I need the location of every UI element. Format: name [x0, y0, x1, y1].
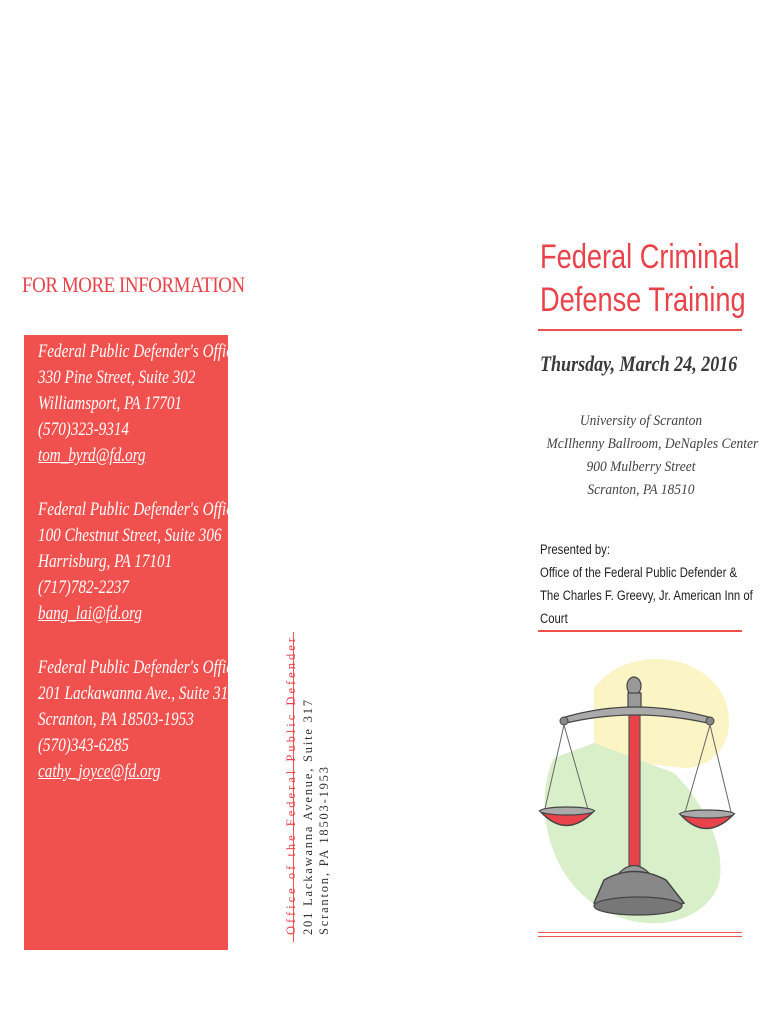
venue-line: University of Scranton	[579, 413, 703, 429]
presented-by-block	[540, 538, 753, 630]
contact-williamsport	[38, 339, 240, 469]
street-address: 201 Lackawanna Ave., Suite 317	[38, 684, 236, 704]
more-info-heading: FOR MORE INFORMATION	[22, 272, 245, 297]
contact-panel	[24, 335, 240, 950]
street-address: 100 Chestnut Street, Suite 306	[38, 526, 222, 546]
return-org-name: Office of the Federal Public Defender	[284, 635, 298, 935]
title-line-1: Federal Criminal	[540, 238, 740, 276]
phone-number: (717)782-2237	[38, 578, 130, 598]
phone-number: (570)343-6285	[38, 736, 130, 756]
title-line-2: Defense Training	[540, 281, 746, 319]
email-link[interactable]: bang_lai@fd.org	[38, 604, 142, 624]
title-divider	[538, 329, 742, 331]
presented-divider	[538, 630, 742, 632]
city-state-zip: Harrisburg, PA 17101	[38, 552, 173, 572]
contact-scranton	[38, 655, 240, 785]
office-name: Federal Public Defender's Office	[38, 658, 240, 678]
venue-line: Scranton, PA 18510	[587, 482, 695, 498]
return-address-block	[282, 635, 332, 935]
presented-line: Office of the Federal Public Defender &	[540, 565, 738, 580]
venue-line: 900 Mulberry Street	[586, 459, 696, 475]
presented-line: Court	[540, 611, 568, 626]
scales-of-justice-icon	[534, 648, 742, 933]
phone-number: (570)323-9314	[38, 420, 130, 440]
office-name: Federal Public Defender's Office	[38, 342, 240, 362]
street-address: 330 Pine Street, Suite 302	[38, 368, 196, 388]
presented-line: Presented by:	[540, 542, 610, 557]
return-city: Scranton, PA 18503-1953	[317, 765, 331, 935]
office-name: Federal Public Defender's Office	[38, 500, 240, 520]
presented-line: The Charles F. Greevy, Jr. American Inn of	[540, 588, 753, 603]
footer-divider	[538, 932, 742, 937]
email-link[interactable]: cathy_joyce@fd.org	[38, 762, 161, 782]
venue-block	[536, 410, 759, 502]
city-state-zip: Scranton, PA 18503-1953	[38, 710, 194, 730]
city-state-zip: Williamsport, PA 17701	[38, 394, 182, 414]
return-street: 201 Lackawanna Avenue, Suite 317	[301, 698, 315, 935]
event-date: Thursday, March 24, 2016	[540, 351, 738, 376]
email-link[interactable]: tom_byrd@fd.org	[38, 446, 146, 466]
event-title	[540, 236, 746, 322]
contact-harrisburg	[38, 497, 240, 627]
venue-line: McIlhenny Ballroom, DeNaples Center	[546, 436, 759, 452]
